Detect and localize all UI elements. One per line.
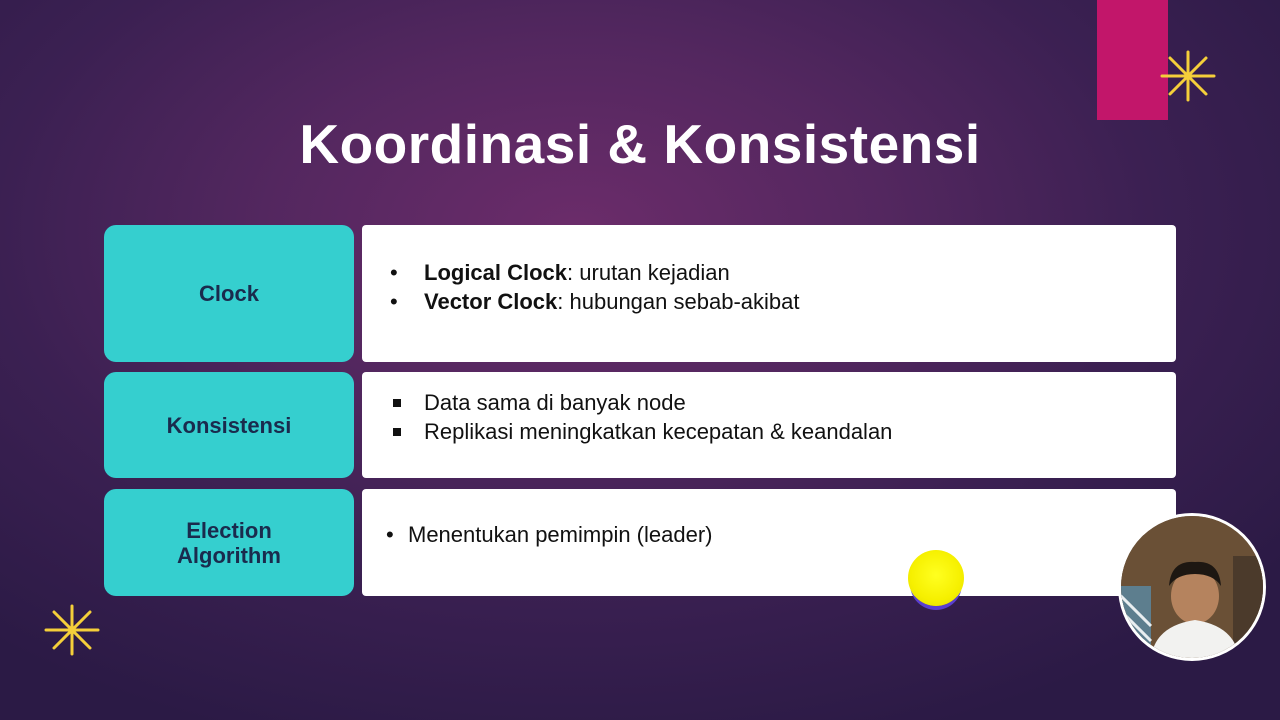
list-item — [390, 388, 892, 417]
row-label-konsistensi — [104, 372, 354, 478]
list-item — [390, 258, 799, 287]
list-item — [386, 520, 713, 549]
row-election-algorithm — [104, 489, 1176, 596]
bullet-term: Vector Clock — [424, 289, 558, 314]
row-label-clock — [104, 225, 354, 362]
slide-title: Koordinasi & Konsistensi — [299, 113, 981, 175]
row-content-konsistensi — [362, 372, 1176, 478]
bullet-dot-icon — [390, 258, 398, 287]
bullet-list — [390, 258, 799, 316]
bullet-dot-icon — [386, 520, 394, 549]
bullet-list — [390, 388, 892, 446]
row-content-clock — [362, 225, 1176, 362]
row-label-text: Clock — [199, 281, 259, 306]
row-label-text — [177, 518, 281, 568]
presenter-webcam — [1118, 513, 1266, 661]
presenter-avatar — [1121, 516, 1263, 658]
row-label-text: Konsistensi — [166, 412, 292, 438]
bullet-text: : hubungan sebab-akibat — [557, 289, 800, 314]
row-label-line: Algorithm — [177, 542, 281, 568]
row-konsistensi — [104, 372, 1176, 478]
bullet-dot-icon — [390, 287, 398, 316]
row-content-election-algorithm — [362, 489, 1176, 596]
bullet-text: : urutan kejadian — [567, 260, 730, 285]
bullet-text: Data sama di banyak node — [424, 390, 686, 415]
pointer-highlight — [908, 550, 964, 606]
row-label-election-algorithm — [104, 489, 354, 596]
spark-icon — [42, 602, 102, 658]
row-clock — [104, 225, 1176, 362]
bullet-list — [386, 520, 713, 549]
bullet-text: Replikasi meningkatkan kecepatan & keandalan — [424, 419, 893, 444]
bullet-term: Logical Clock — [424, 260, 568, 285]
list-item — [390, 287, 799, 316]
spark-icon — [1158, 48, 1218, 104]
row-label-line: Election — [186, 517, 272, 543]
list-item — [390, 417, 892, 446]
bullet-text: Menentukan pemimpin (leader) — [408, 522, 713, 547]
